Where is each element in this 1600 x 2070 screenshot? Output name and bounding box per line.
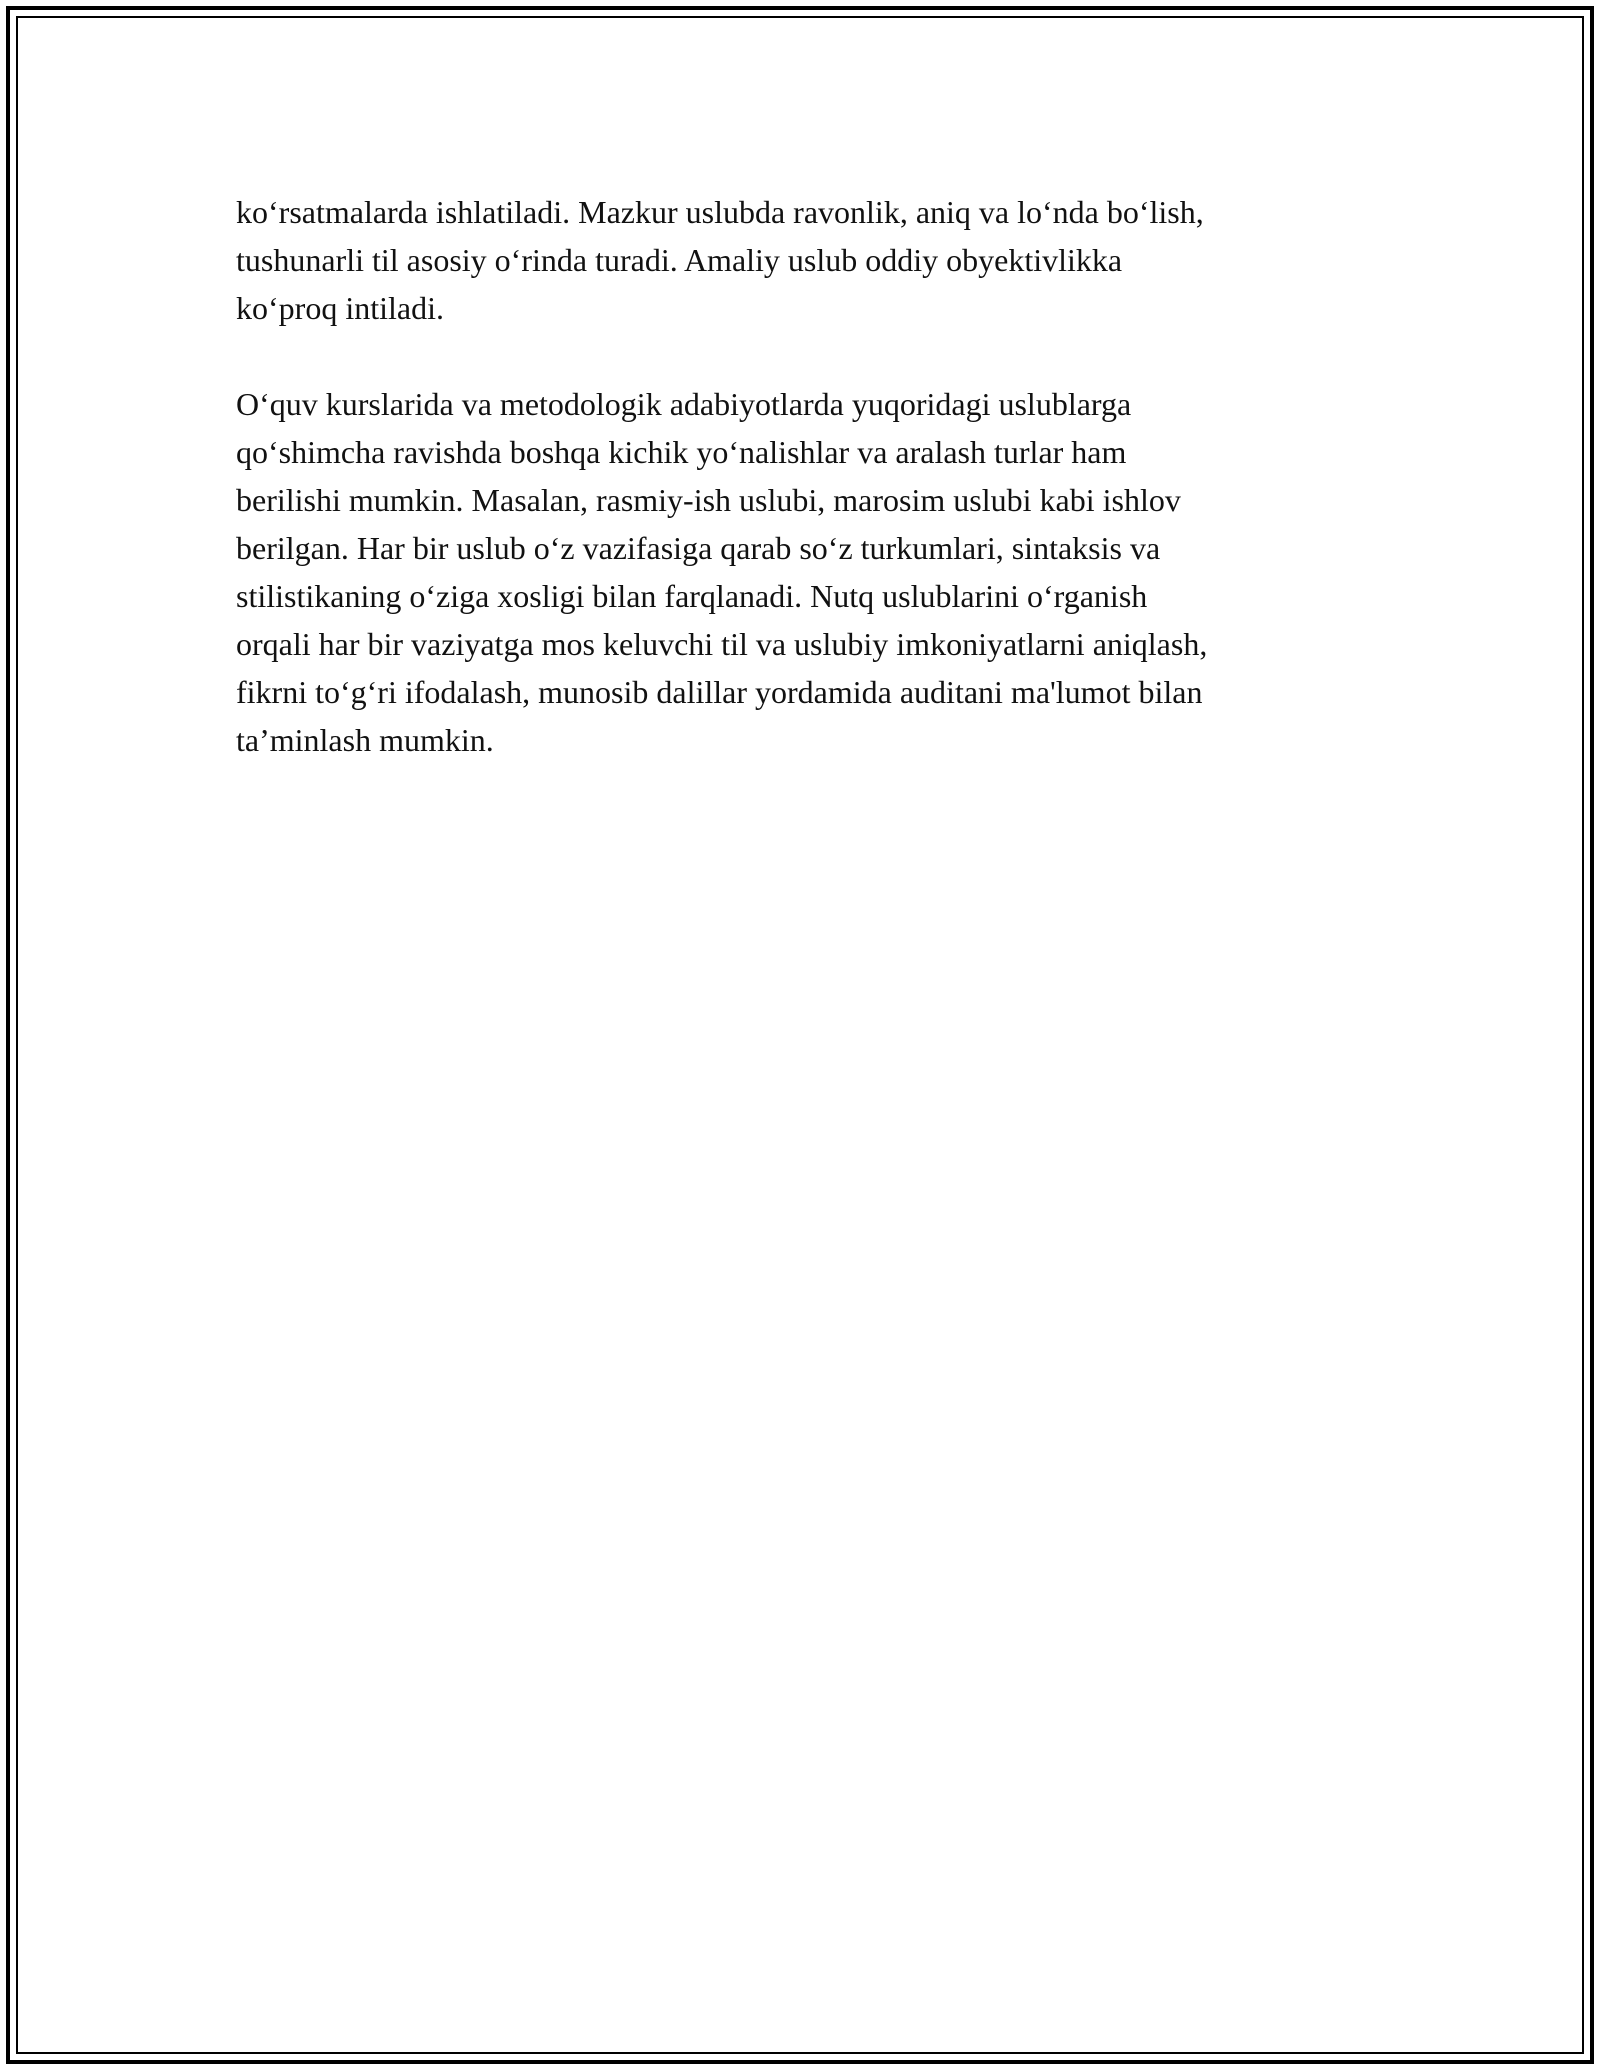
page-body [236,188,1376,764]
paragraph-2: O‘quv kurslarida va metodologik adabiyotlarda yuqoridagi uslublarga qo‘shimcha ravishda boshqa kichik yo‘nalishlar va aralash turlar ham berilishi mumkin. Masalan, rasmiy-ish uslubi, marosim uslubi kabi ishlov berilgan. Har bir uslub o‘z vazifasiga qarab so‘z turkumlari, sintaksis va stilistikaning o‘ziga xosligi bilan farqlanadi. Nutq uslublarini o‘rganish orqali har bir vaziyatga mos keluvchi til va uslubiy imkoniyatlarni aniqlash, fikrni to‘g‘ri ifodalash, munosib dalillar yordamida auditani ma'lumot bilan ta’minlash mumkin. [236,386,1208,758]
paragraph-1: ko‘rsatmalarda ishlatiladi. Mazkur uslubda ravonlik, aniq va lo‘nda bo‘lish, tushunarli til asosiy o‘rinda turadi. Amaliy uslub oddiy obyektivlikka ko‘proq intiladi. [236,194,1204,326]
